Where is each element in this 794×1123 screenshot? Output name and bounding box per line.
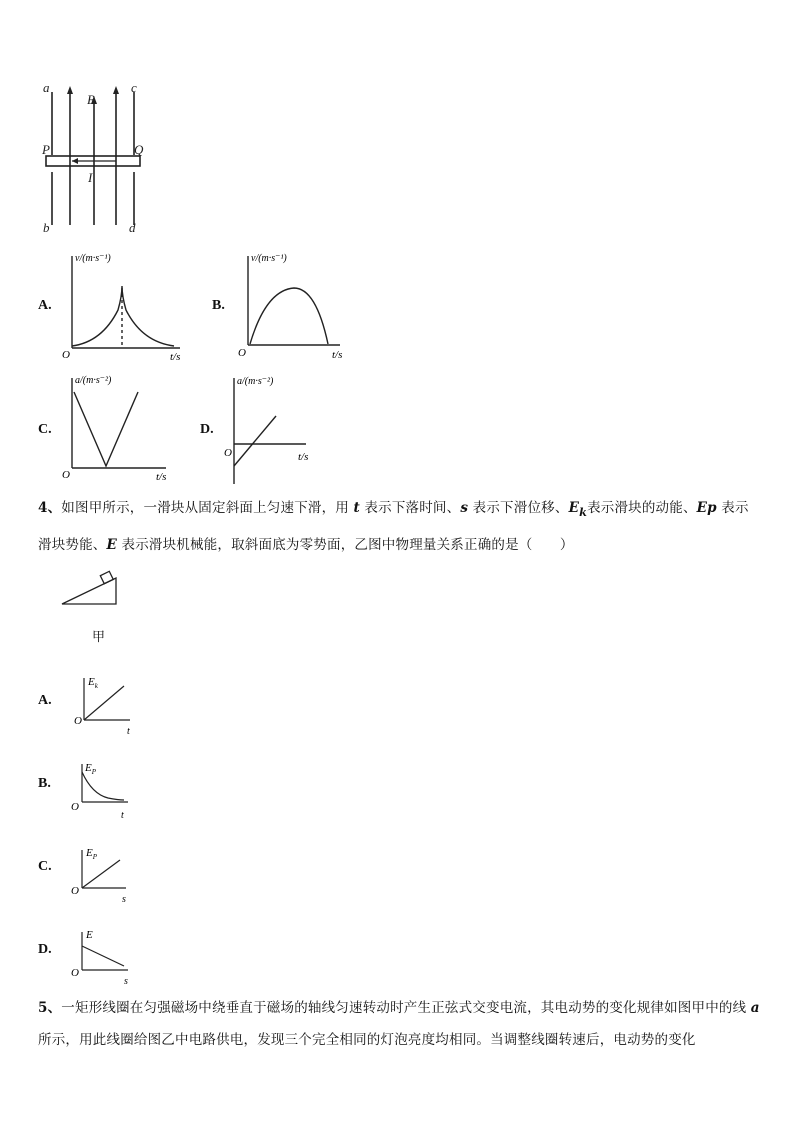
q4a-ysub: k — [94, 682, 98, 690]
q3-option-d-graph — [222, 372, 332, 487]
q3b-origin: O — [238, 347, 246, 359]
q3a-ylabel: v/(m·s⁻¹) — [75, 253, 111, 264]
q3c-xlabel: t/s — [156, 471, 167, 483]
q4-ek-symbol: E — [568, 500, 580, 516]
q4-option-a-graph — [72, 672, 142, 736]
label-Q: Q — [134, 142, 144, 157]
incline-caption: 甲 — [92, 630, 106, 645]
q3b-xlabel: t/s — [332, 349, 343, 361]
q3-option-a-letter[interactable]: A. — [38, 298, 52, 313]
q4-option-c-graph — [68, 842, 138, 906]
q4-text-1: 如图甲所示，一滑块从固定斜面上匀速下滑，用 — [61, 500, 354, 516]
q3d-origin: O — [224, 447, 232, 459]
q4-option-d-letter[interactable]: D. — [38, 942, 52, 957]
q3-option-b-graph — [236, 250, 356, 360]
q4-option-b-letter[interactable]: B. — [38, 776, 51, 791]
label-P: P — [42, 142, 50, 157]
q4-ek-subscript: k — [579, 504, 588, 519]
q4-text-5: 表示滑块势能、 — [38, 500, 749, 553]
q4a-origin: O — [74, 715, 82, 727]
rails-figure — [38, 80, 148, 240]
q4-e-symbol: E — [106, 536, 117, 553]
q4-t-symbol: t — [353, 500, 360, 516]
q4c-origin: O — [71, 885, 79, 897]
q5-a-symbol: a — [750, 1000, 760, 1016]
svg-text:EP — [85, 847, 98, 861]
label-a: a — [43, 80, 50, 95]
q4-option-d-graph — [68, 924, 138, 988]
q3a-xlabel: t/s — [170, 351, 181, 363]
q3-option-c-graph — [62, 372, 182, 482]
q3a-origin: O — [62, 349, 70, 361]
q4d-xlabel: s — [124, 976, 128, 987]
q4-number: 4、 — [38, 500, 62, 516]
label-I: I — [88, 170, 93, 185]
q4-option-c-letter[interactable]: C. — [38, 859, 52, 874]
q4d-origin: O — [71, 967, 79, 979]
label-b: b — [43, 220, 50, 235]
q3b-ylabel: v/(m·s⁻¹) — [251, 253, 287, 264]
q4-text-4: 表示滑块的动能、 — [587, 500, 697, 516]
q4-ep-symbol: Ep — [696, 500, 717, 516]
q4c-ysub: P — [92, 853, 98, 861]
q4b-origin: O — [71, 801, 79, 813]
q4a-ylabel: E — [88, 676, 95, 688]
label-B: B — [87, 92, 95, 107]
q4d-ylabel: E — [86, 929, 93, 941]
q4b-ylabel: E — [85, 762, 92, 774]
q4-option-a-letter[interactable]: A. — [38, 693, 52, 708]
incline-figure — [60, 570, 124, 610]
q4b-ysub: P — [91, 768, 97, 776]
q4b-xlabel: t — [121, 810, 124, 821]
q5-number: 5、 — [38, 1000, 62, 1016]
q4-text-3: 表示下滑位移、 — [468, 500, 569, 516]
q3-option-d-letter[interactable]: D. — [200, 422, 214, 437]
svg-text:Ek — [87, 676, 99, 690]
q4-s-symbol: s — [460, 500, 469, 516]
q4c-xlabel: s — [122, 894, 126, 905]
q3c-ylabel: a/(m·s⁻²) — [75, 375, 112, 386]
q3d-ylabel: a/(m·s⁻²) — [237, 376, 274, 387]
q3d-xlabel: t/s — [298, 451, 309, 463]
svg-text:EP — [84, 762, 97, 776]
q4a-xlabel: t — [127, 726, 130, 737]
q3-option-a-graph — [62, 250, 192, 363]
q4-option-b-graph — [68, 758, 138, 822]
q4c-ylabel: E — [86, 847, 93, 859]
q3-option-c-letter[interactable]: C. — [38, 422, 52, 437]
q5-text-1: 一矩形线圈在匀强磁场中绕垂直于磁场的轴线匀速转动时产生正弦式交变电流，其电动势的变化规律如图甲中的线 — [61, 1000, 751, 1016]
q3-option-b-letter[interactable]: B. — [212, 298, 225, 313]
question-5-text — [38, 992, 760, 1056]
q3c-origin: O — [62, 469, 70, 481]
label-c: c — [131, 80, 137, 95]
q4-text-6: 表示滑块机械能，取斜面底为零势面，乙图中物理量关系正确的是（ ） — [117, 536, 574, 553]
svg-text:E — [85, 929, 93, 941]
label-d: d — [129, 220, 136, 235]
q5-text-2: 所示，用此线圈给图乙中电路供电，发现三个完全相同的灯泡亮度均相同。当调整线圈转速后，电动势的变化 — [38, 1032, 696, 1048]
question-4-text — [38, 492, 760, 561]
q4-text-2: 表示下落时间、 — [359, 500, 461, 516]
